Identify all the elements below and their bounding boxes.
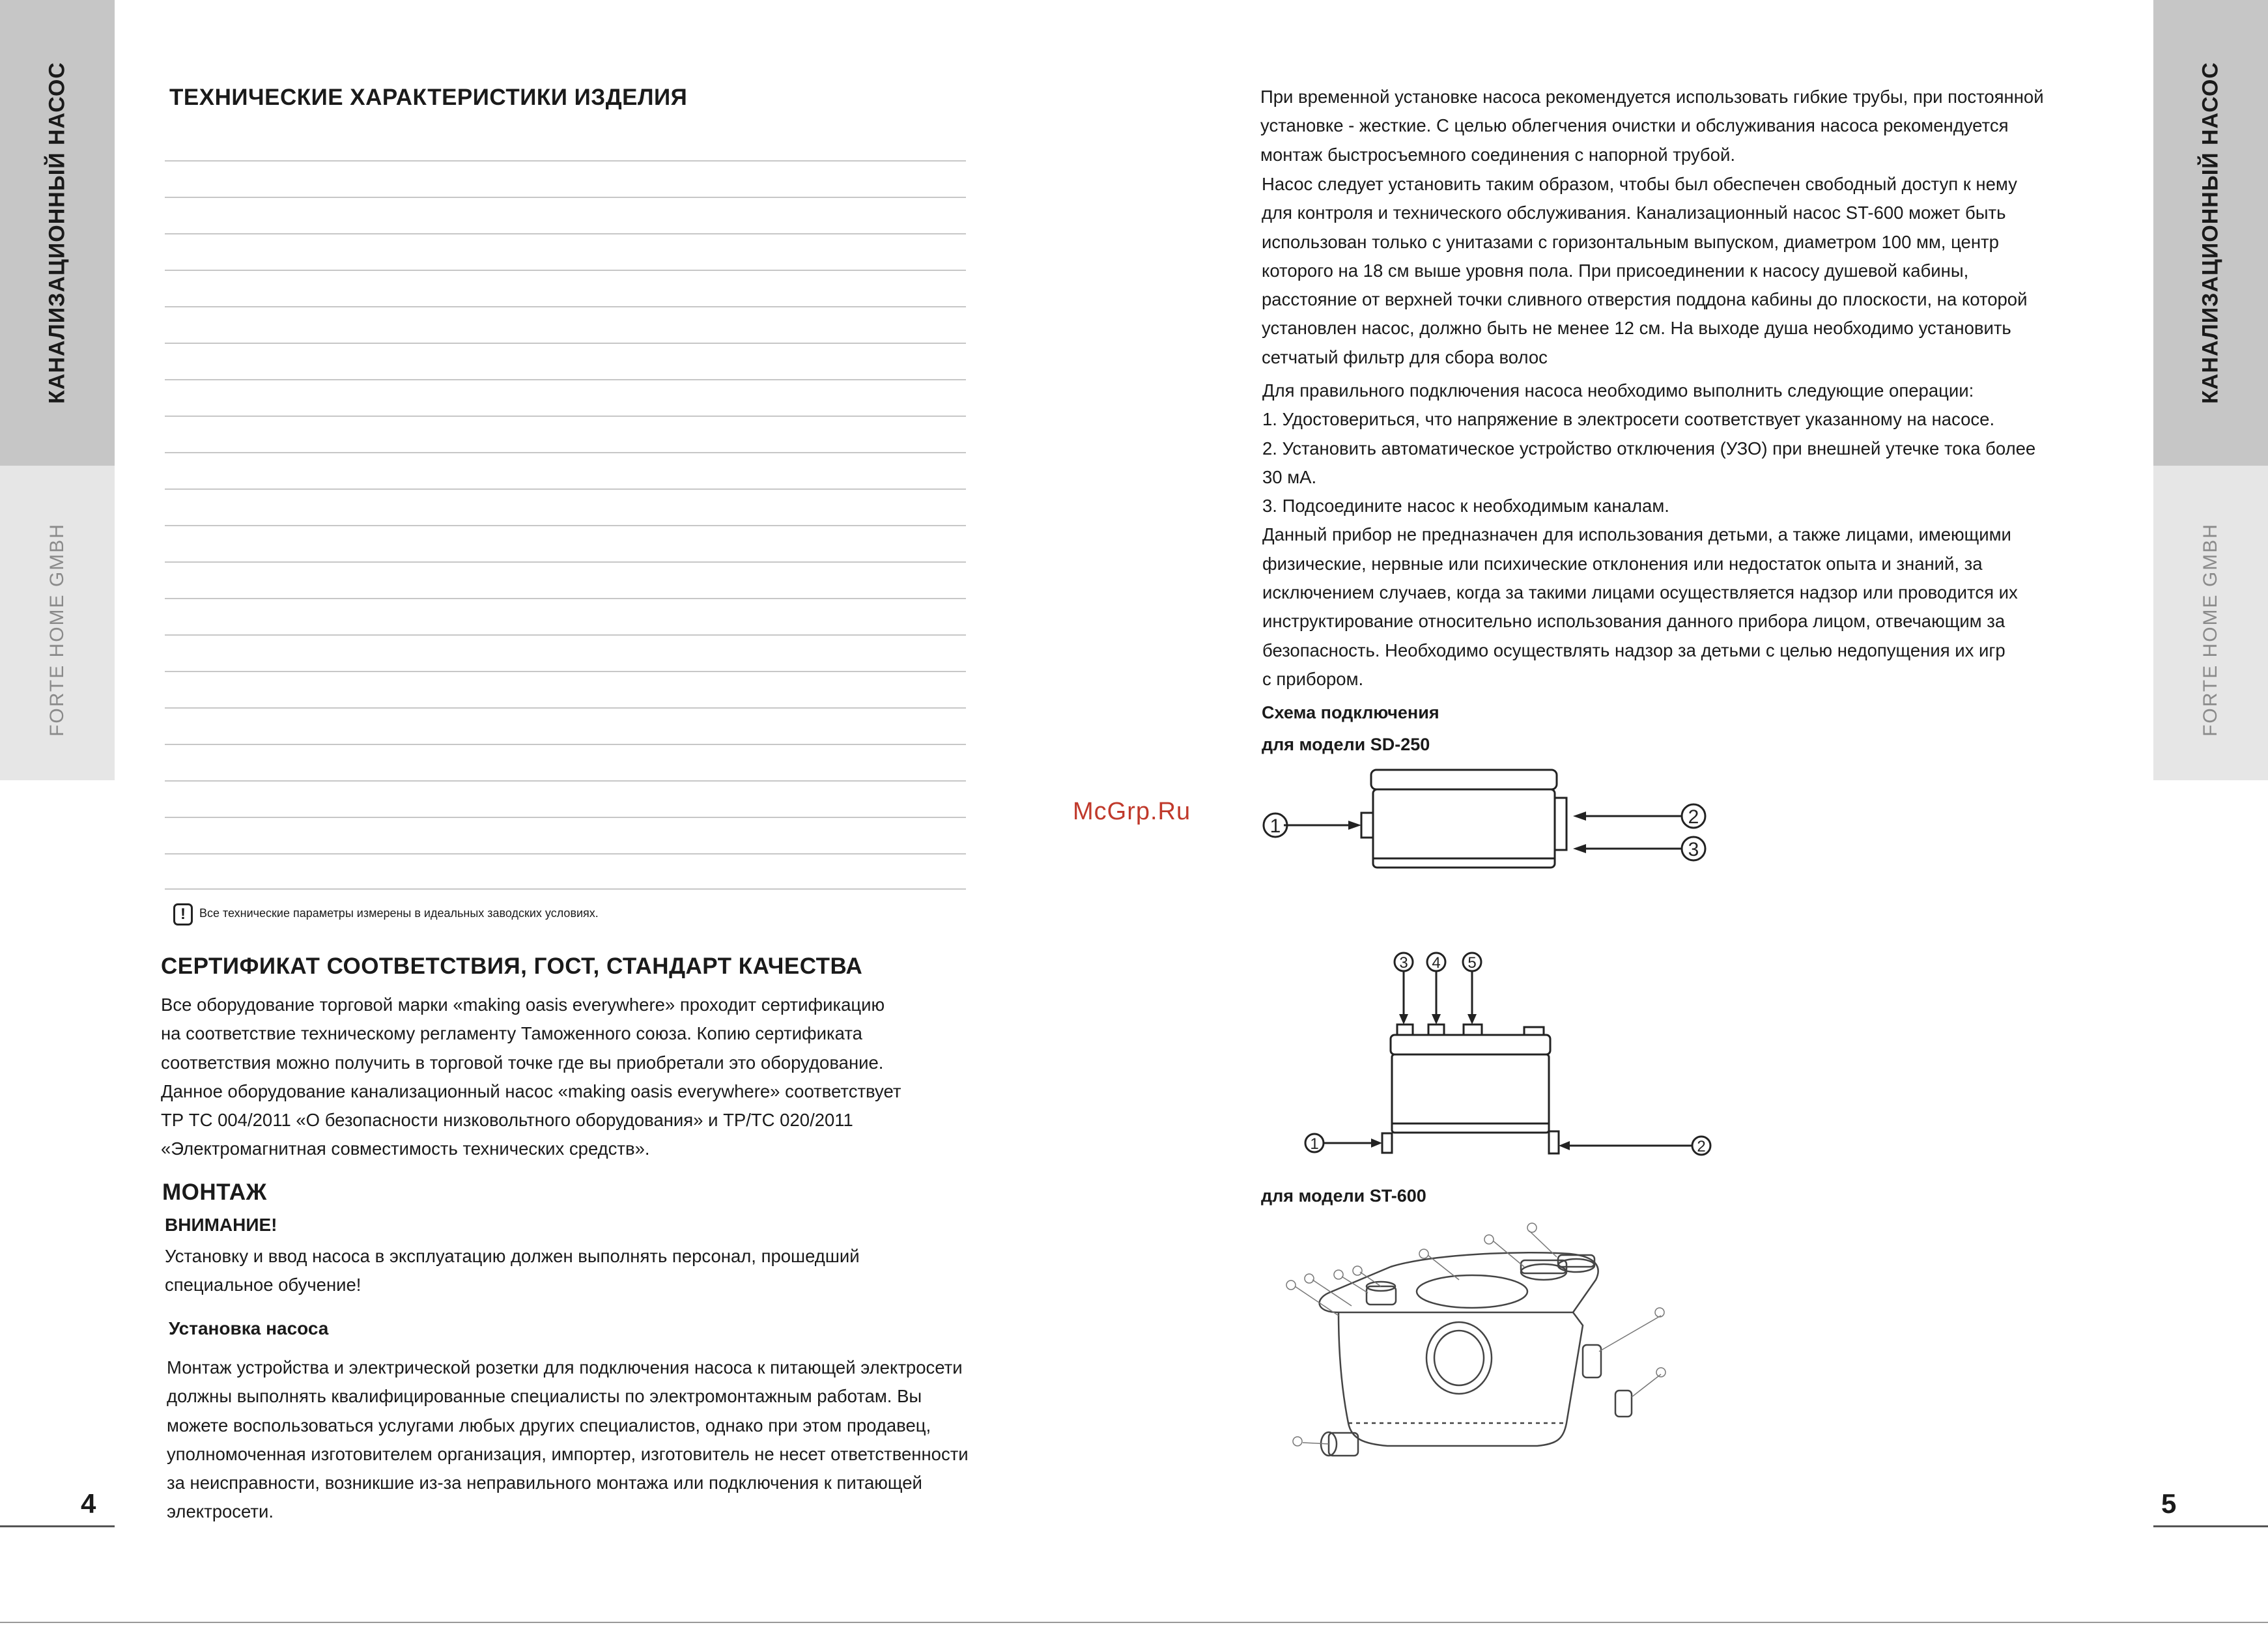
spec-line	[165, 270, 966, 271]
left-side-title: КАНАЛИЗАЦИОННЫЙ НАСОС	[44, 62, 70, 404]
watermark: McGrp.Ru	[1073, 798, 1191, 825]
spec-line	[165, 160, 966, 162]
sd250-front-label: 2	[1697, 1138, 1706, 1155]
right-side-brand: FORTE HOME GMBH	[2200, 523, 2221, 737]
spec-line	[165, 744, 966, 745]
para-pipes: При временной установке насоса рекомендуется использовать гибкие трубы, при постоянной установке - жесткие. С целью облегчения очистки и обслуживания насоса рекомендуется монтаж быстросъемного соединения с напорной трубой.	[1260, 87, 2044, 165]
spec-line	[165, 598, 966, 599]
left-side-brand: FORTE HOME GMBH	[46, 523, 68, 737]
install-title: Установка насоса	[169, 1318, 329, 1338]
install-text: Монтаж устройства и электрической розетки для подключения насоса к питающей электросети должны выполнять квалифицированные специалисты по электромонтажным работам. Вы можете воспользоваться услугами любых других специалистов, однако при этом продавец, уполномоченная изготовителем организация, импортер, изготовитель не несет ответственности за неисправности, возникшие из-за неправильного монтажа или подключения к питающей электросети.	[167, 1357, 969, 1522]
attention-text: Установку и ввод насоса в эксплуатацию должен выполнять персонал, прошедший специальное обучение!	[165, 1246, 860, 1295]
specs-title: ТЕХНИЧЕСКИЕ ХАРАКТЕРИСТИКИ ИЗДЕЛИЯ	[169, 85, 688, 110]
attention-label: ВНИМАНИЕ!	[165, 1215, 277, 1235]
right-page-line	[2153, 1525, 2268, 1527]
warning-icon: !	[173, 903, 193, 926]
spec-line	[165, 817, 966, 818]
spec-line	[165, 853, 966, 855]
mount-title: МОНТАЖ	[162, 1180, 267, 1205]
specs-note: Все технические параметры измерены в идеальных заводских условиях.	[199, 907, 599, 920]
spec-line	[165, 780, 966, 782]
spec-line	[165, 233, 966, 234]
cert-title: СЕРТИФИКАТ СООТВЕТСТВИЯ, ГОСТ, СТАНДАРТ КАЧЕСТВА	[161, 954, 863, 979]
cert-text: Все оборудование торговой марки «making oasis everywhere» проходит сертификацию на соответствие техническому регламенту Таможенного союза. Копию сертификата соответствия можно получить в торговой точке где вы приобретали это оборудование. Данное оборудование канализационный насос «making oasis everywhere» соответствует ТР ТС 004/2011 «О безопасности низковольтного оборудования» и ТР/ТС 020/2011 «Электромагнитная совместимость технических средств».	[161, 995, 901, 1159]
sd250-front-label: 5	[1467, 954, 1477, 972]
spec-line	[165, 888, 966, 890]
spec-line	[165, 488, 966, 490]
right-page-number: 5	[2161, 1488, 2177, 1519]
para-connection: Для правильного подключения насоса необходимо выполнить следующие операции: 1. Удостовериться, что напряжение в электросети соответствует указанному на насосе. 2. Установить автоматическое устройство отключения (УЗО) при внешней утечке тока более 30 мА. 3. Подсоедините насос к необходимым каналам. Данный прибор не предназначен для использования детьми, а также лицами, имеющими физические, нервные или психические отклонения или недостаток опыта и знаний, за исключением случаев, когда за такими лицами осуществляется надзор или проводится их инструктирование относительно использования данного прибора лицом, отвечающим за безопасность. Необходимо осуществлять надзор за детьми с целью недопущения их игр с прибором.	[1262, 380, 2036, 689]
spec-line	[165, 343, 966, 344]
spec-line	[165, 306, 966, 307]
left-page-number: 4	[81, 1488, 96, 1519]
sd250-front-diagram	[1293, 948, 1723, 1169]
sd250-side-diagram	[1254, 762, 1723, 886]
bottom-divider	[0, 1622, 2268, 1623]
st600-caption: для модели ST-600	[1261, 1186, 1426, 1206]
spec-line	[165, 561, 966, 563]
sd250-front-label: 3	[1399, 954, 1408, 972]
spec-line	[165, 525, 966, 526]
sd250-side-label: 3	[1688, 839, 1699, 860]
para-placement: Насос следует установить таким образом, чтобы был обеспечен свободный доступ к нему для контроля и технического обслуживания. Канализационный насос ST-600 может быть использован только с унитазами с горизонтальным выпуском, диаметром 100 мм, центр которого на 18 см выше уровня пола. При присоединении к насосу душевой кабины, расстояние от верхней точки сливного отверстия поддона кабины до плоскости, на которой установлен насос, должно быть не менее 12 см. На выходе душа необходимо установить сетчатый фильтр для сбора волос	[1262, 174, 2028, 367]
sd250-front-label: 1	[1310, 1135, 1319, 1153]
spec-line	[165, 671, 966, 672]
sd250-front-label: 4	[1432, 954, 1441, 972]
spec-line	[165, 707, 966, 709]
spec-line	[165, 379, 966, 380]
right-side-title: КАНАЛИЗАЦИОННЫЙ НАСОС	[2198, 62, 2223, 404]
spec-line	[165, 416, 966, 417]
sd250-side-label: 1	[1269, 815, 1281, 837]
st600-pump-drawing	[1277, 1215, 1680, 1501]
spec-line	[165, 634, 966, 636]
spec-line	[165, 452, 966, 453]
scheme-caption: Схема подключения для модели SD-250	[1262, 703, 1439, 754]
spec-line	[165, 197, 966, 198]
left-page-line	[0, 1525, 115, 1527]
sd250-side-label: 2	[1688, 806, 1699, 828]
